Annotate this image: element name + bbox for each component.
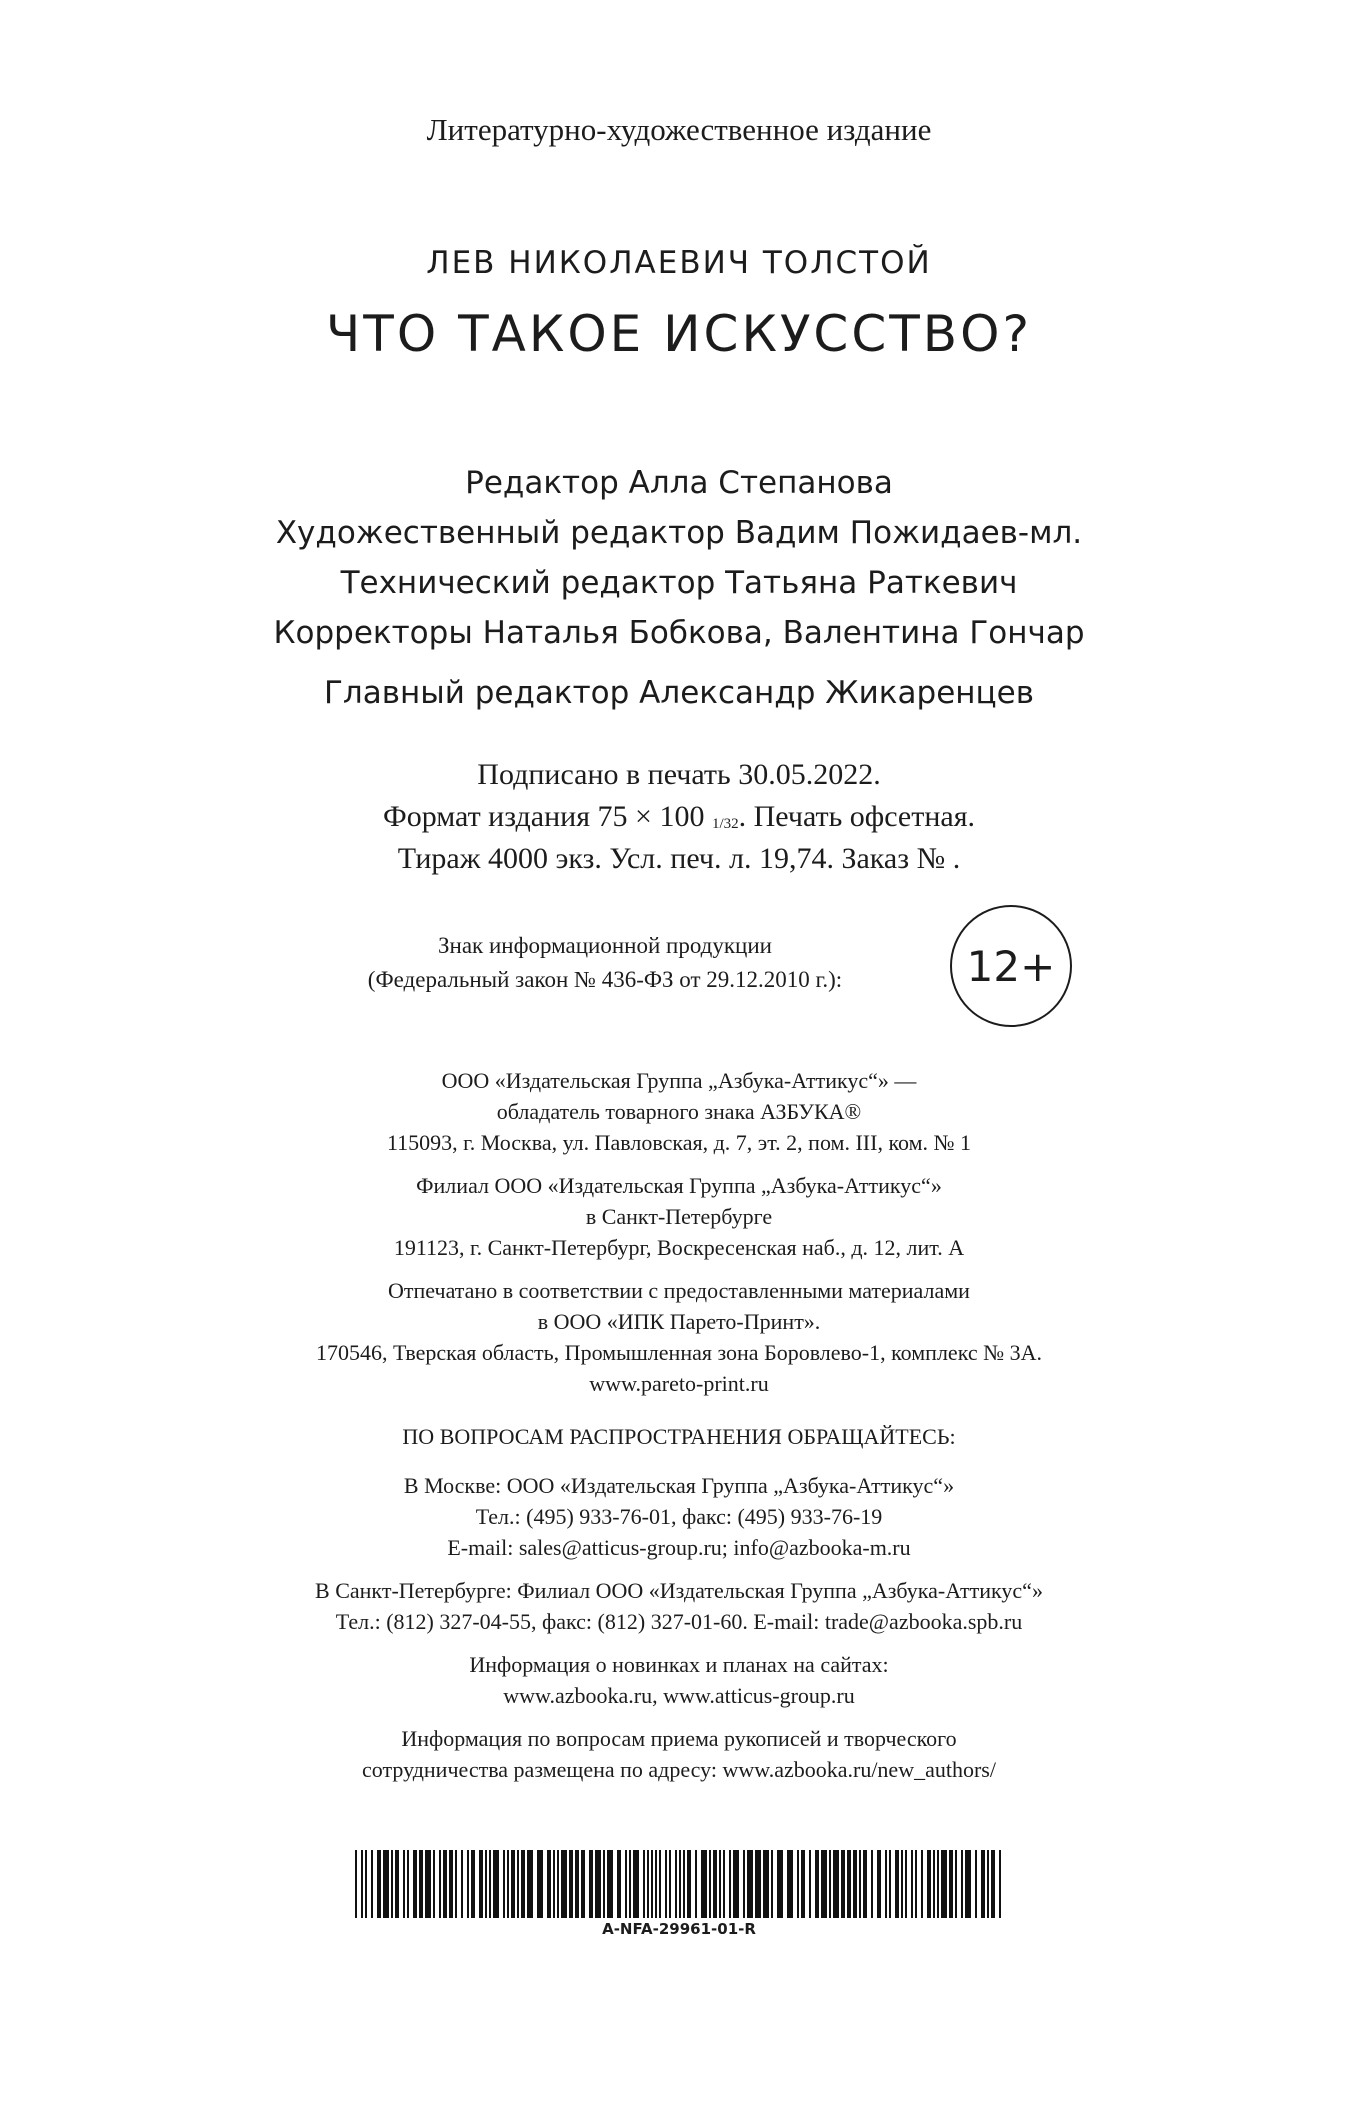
spb-contacts: Тел.: (812) 327-04-55, факс: (812) 327-01-60. E-mail: trade@azbooka.spb.ru [335,1609,1023,1634]
info-sign-line1: Знак информационной продукции [438,933,772,958]
barcode-bar [467,1850,469,1918]
print-signed: Подписано в печать 30.05.2022. [477,758,881,791]
barcode-bar [763,1850,769,1918]
barcode-bar [521,1850,525,1918]
barcode-bar [733,1850,739,1918]
info-sign-text [300,929,910,997]
barcode-bar [915,1850,917,1918]
barcode-bar [365,1850,367,1918]
branch-address: 191123, г. Санкт-Петербург, Воскресенская наб., д. 12, лит. А [393,1235,965,1260]
barcode-bar [743,1850,745,1918]
barcode-bar [633,1850,639,1918]
barcode-bar [391,1850,393,1918]
barcode-bar [787,1850,793,1918]
barcode-bar [425,1850,431,1918]
barcode-bar [651,1850,653,1918]
book-title: ЧТО ТАКОЕ ИСКУССТВО? [326,305,1032,363]
barcode-bar [829,1850,831,1918]
barcode-bar [933,1850,935,1918]
branch-line: Филиал ООО «Издательская Группа „Азбука-Аттикус“» [416,1173,942,1198]
barcode-bar [413,1850,417,1918]
barcode-bar [647,1850,649,1918]
barcode-bar [683,1850,685,1918]
credit-editor: Редактор Алла Степанова [465,465,893,501]
barcode-bar [937,1850,939,1918]
barcode-bar [443,1850,447,1918]
barcode-bar [461,1850,463,1918]
barcode-bar [629,1850,631,1918]
barcode-bar [569,1850,573,1918]
age-rating-badge: 12+ [950,905,1072,1027]
barcode-bar [361,1850,363,1918]
moscow-phone: Тел.: (495) 933-76-01, факс: (495) 933-76-19 [475,1504,883,1529]
barcode-bar [747,1850,753,1918]
barcode-bar [625,1850,627,1918]
barcode-bar [433,1850,435,1918]
manuscripts-url: сотрудничества размещена по адресу: www.azbooka.ru/new_authors/ [362,1757,996,1782]
barcode-bar [589,1850,593,1918]
manuscripts-line: Информация по вопросам приема рукописей и творческого [401,1726,957,1751]
barcode-bar [841,1850,845,1918]
moscow-line: В Москве: ООО «Издательская Группа „Азбука-Аттикус“» [403,1473,955,1498]
barcode-bar [999,1850,1001,1918]
barcode-bar [687,1850,691,1918]
credit-proofreaders: Корректоры Наталья Бобкова, Валентина Гончар [273,615,1085,651]
barcode-code: A-NFA-29961-01-R [602,1920,756,1938]
barcode-bar [965,1850,971,1918]
print-format-fraction: 1/32 [711,816,739,832]
barcode-bar [921,1850,923,1918]
barcode-bar [517,1850,519,1918]
barcode-bar [815,1850,819,1918]
distribution-heading: ПО ВОПРОСАМ РАСПРОСТРАНЕНИЯ ОБРАЩАЙТЕСЬ: [402,1424,956,1449]
info-sign-line2: (Федеральный закон № 436-ФЗ от 29.12.2010 г.): [367,967,843,992]
info-product-sign [0,905,1358,1025]
barcode-bar [901,1850,903,1918]
barcode-bar [675,1850,677,1918]
barcode-bar [801,1850,805,1918]
barcode-bar [895,1850,899,1918]
printer-address: 170546, Тверская область, Промышленная зона Боровлево-1, комплекс № 3А. [316,1340,1042,1365]
barcode-bar [489,1850,491,1918]
genre-line: Литературно-художественное издание [426,112,932,147]
publisher-address: 115093, г. Москва, ул. Павловская, д. 7, эт. 2, пом. III, ком. № 1 [386,1130,972,1155]
barcode-bar [503,1850,505,1918]
barcode-bar [617,1850,621,1918]
barcode-bar [557,1850,559,1918]
barcode-bar [975,1850,977,1918]
barcode-bar [911,1850,913,1918]
barcode-bar [987,1850,989,1918]
barcode-bar [439,1850,441,1918]
barcode-bar [695,1850,697,1918]
barcode-bar [377,1850,381,1918]
print-format-suffix: . Печать офсетная. [738,800,975,833]
publisher-line: ООО «Издательская Группа „Азбука-Аттикус“» — [441,1068,917,1093]
barcode-bar [607,1850,613,1918]
barcode-bar [479,1850,483,1918]
barcode-bar [537,1850,543,1918]
printer-line: в ООО «ИПК Парето-Принт». [537,1309,821,1334]
credit-tech-editor: Технический редактор Татьяна Раткевич [340,565,1018,601]
barcode-bar [659,1850,661,1918]
barcode-bar [853,1850,857,1918]
barcode-bar [665,1850,667,1918]
barcode-bar [449,1850,453,1918]
barcode-bar [713,1850,717,1918]
barcode-bar [407,1850,409,1918]
barcode-bar [403,1850,405,1918]
author-name: ЛЕВ НИКОЛАЕВИЧ ТОЛСТОЙ [426,245,932,281]
barcode-bar [575,1850,579,1918]
barcode-bar [709,1850,711,1918]
barcode-bar [561,1850,567,1918]
barcode-bar [981,1850,985,1918]
credit-art-editor: Художественный редактор Вадим Пожидаев-мл. [275,515,1083,551]
barcode-bar [355,1850,357,1918]
barcode-bar [383,1850,389,1918]
print-run: Тираж 4000 экз. Усл. печ. л. 19,74. Заказ № . [397,842,961,875]
barcode [355,1850,1003,1918]
barcode-bar [547,1850,551,1918]
barcode-bar [485,1850,487,1918]
websites-line: Информация о новинках и планах на сайтах: [469,1652,889,1677]
barcode-bar [719,1850,721,1918]
print-format-text: Формат издания 75 × 100 [383,800,705,833]
barcode-bar [871,1850,873,1918]
barcode-bar [701,1850,707,1918]
barcode-bar [961,1850,963,1918]
barcode-bar [655,1850,657,1918]
barcode-bar [669,1850,671,1918]
barcode-bar [771,1850,773,1918]
barcode-bar [527,1850,533,1918]
barcode-bar [471,1850,475,1918]
barcode-bar [553,1850,555,1918]
barcode-bar [507,1850,509,1918]
barcode-bar [729,1850,731,1918]
barcode-bar [889,1850,891,1918]
credit-chief-editor: Главный редактор Александр Жикаренцев [323,675,1034,711]
moscow-email: E-mail: sales@atticus-group.ru; info@azbooka-m.ru [447,1535,911,1560]
barcode-bar [927,1850,931,1918]
barcode-bar [991,1850,995,1918]
barcode-bar [755,1850,761,1918]
printer-website: www.pareto-print.ru [589,1371,769,1396]
barcode-bar [955,1850,957,1918]
barcode-bar [809,1850,811,1918]
barcode-bar [949,1850,953,1918]
barcode-bar [833,1850,839,1918]
barcode-bar [859,1850,861,1918]
barcode-bar [493,1850,499,1918]
branch-line: в Санкт-Петербурге [585,1204,773,1229]
barcode-bar [797,1850,799,1918]
barcode-bar [643,1850,645,1918]
spb-line: В Санкт-Петербурге: Филиал ООО «Издательская Группа „Азбука-Аттикус“» [315,1578,1043,1603]
barcode-bar [877,1850,881,1918]
barcode-bar [595,1850,601,1918]
barcode-bar [905,1850,907,1918]
barcode-bar [723,1850,725,1918]
barcode-bar [419,1850,423,1918]
print-format [0,800,1358,834]
barcode-bar [455,1850,457,1918]
printer-line: Отпечатано в соответствии с предоставленными материалами [388,1278,970,1303]
websites-urls: www.azbooka.ru, www.atticus-group.ru [503,1683,855,1708]
barcode-bar [885,1850,887,1918]
barcode-bar [395,1850,399,1918]
barcode-bar [511,1850,515,1918]
barcode-bar [679,1850,681,1918]
barcode-bar [821,1850,827,1918]
barcode-bar [371,1850,373,1918]
barcode-bar [941,1850,947,1918]
barcode-bar [847,1850,851,1918]
barcode-bar [581,1850,585,1918]
barcode-bar [863,1850,867,1918]
publisher-line: обладатель товарного знака АЗБУКА® [496,1099,862,1124]
barcode-bar [777,1850,783,1918]
barcode-bar [603,1850,605,1918]
